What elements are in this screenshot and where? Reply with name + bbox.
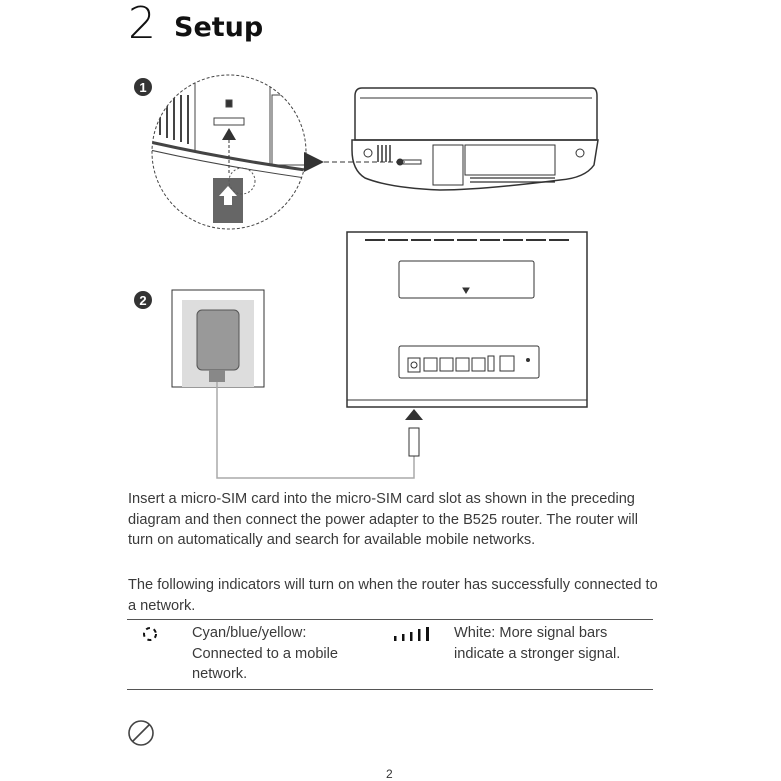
router-rear-view bbox=[347, 232, 587, 407]
table-top-rule bbox=[127, 619, 653, 620]
page-number: 2 bbox=[386, 767, 393, 781]
network-status-icon bbox=[140, 624, 162, 644]
prohibited-icon bbox=[127, 719, 155, 747]
table-bottom-rule bbox=[127, 689, 653, 690]
chapter-number: 2 bbox=[128, 0, 156, 49]
svg-text:2: 2 bbox=[139, 293, 147, 308]
indicators-intro: The following indicators will turn on when the router has successfully connected to a network. bbox=[128, 577, 658, 614]
router-bottom-view bbox=[352, 88, 598, 190]
step-1-badge bbox=[134, 78, 152, 96]
indicator-signal-text: White: More signal bars indicate a stronger signal. bbox=[454, 625, 621, 662]
svg-text:1: 1 bbox=[139, 80, 147, 95]
signal-bars-icon bbox=[394, 626, 436, 644]
power-adapter bbox=[172, 290, 423, 478]
instructions-paragraph: Insert a micro-SIM card into the micro-SIM card slot as shown in the preceding diagram and then connect the power adapter to the B525 router. The router will turn on automatically and search for available mobile networks. bbox=[128, 491, 639, 548]
indicator-network-text: Cyan/blue/yellow: Connected to a mobile network. bbox=[192, 625, 339, 682]
step-2-badge bbox=[134, 291, 152, 309]
page-title: Setup bbox=[174, 12, 264, 43]
